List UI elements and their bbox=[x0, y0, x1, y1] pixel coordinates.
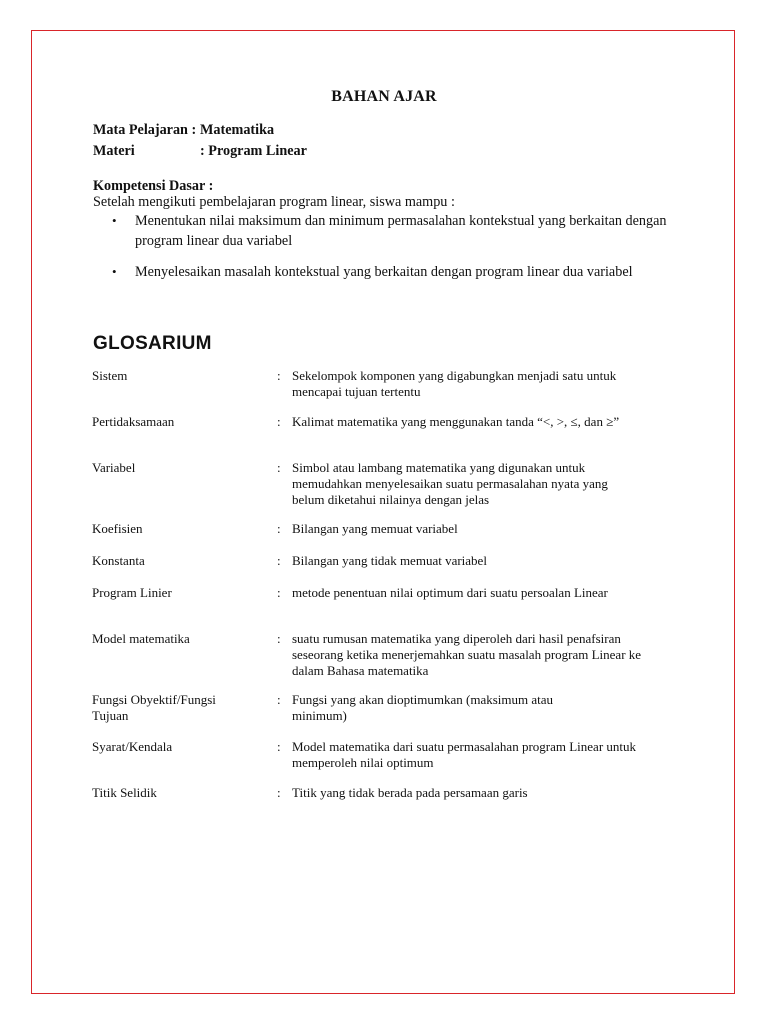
competency-item bbox=[112, 262, 677, 280]
glossary-separator: : bbox=[277, 460, 281, 475]
glossary-separator: : bbox=[277, 368, 281, 383]
competency-item bbox=[112, 211, 677, 251]
bullet-icon: • bbox=[112, 264, 117, 279]
glosarium-heading: GLOSARIUM bbox=[93, 333, 212, 354]
glossary-term: Pertidaksamaan bbox=[92, 414, 175, 429]
glossary-definition: Simbol atau lambang matematika yang digunakan untuk memudahkan menyelesaikan suatu permasalahan nyata yang belum diketahui nilainya dengan jelas bbox=[292, 460, 608, 507]
bullet-icon: • bbox=[112, 213, 117, 228]
glossary-definition: Sekelompok komponen yang digabungkan menjadi satu untuk mencapai tujuan tertentu bbox=[292, 368, 617, 399]
glossary-definition: suatu rumusan matematika yang diperoleh dari hasil penafsiran seseorang ketika menerjemahkan suatu masalah program Linear ke dalam Bahasa matematika bbox=[292, 631, 642, 678]
glossary-separator: : bbox=[277, 631, 281, 646]
page-border bbox=[31, 30, 735, 994]
competency-text: Menyelesaikan masalah kontekstual yang berkaitan dengan program linear dua variabel bbox=[135, 264, 633, 280]
glossary-definition: metode penentuan nilai optimum dari suatu persoalan Linear bbox=[292, 585, 608, 600]
glossary-separator: : bbox=[277, 739, 281, 754]
material-line bbox=[93, 143, 307, 160]
glossary-definition: Model matematika dari suatu permasalahan program Linear untuk memperoleh nilai optimum bbox=[292, 739, 637, 770]
subject-value: Matematika bbox=[200, 122, 275, 138]
glossary-term: Model matematika bbox=[92, 631, 190, 646]
subject-label: Mata Pelajaran : bbox=[93, 122, 197, 138]
glossary-term: Titik Selidik bbox=[92, 785, 157, 800]
glossary-term: Fungsi Obyektif/Fungsi Tujuan bbox=[92, 692, 216, 723]
glossary-term: Sistem bbox=[92, 368, 128, 383]
document-title: BAHAN AJAR bbox=[331, 88, 437, 105]
glossary-definition: Bilangan yang tidak memuat variabel bbox=[292, 553, 487, 568]
glossary-separator: : bbox=[277, 521, 281, 536]
glossary-term: Konstanta bbox=[92, 553, 145, 568]
competency-text: Menentukan nilai maksimum dan minimum permasalahan kontekstual yang berkaitan dengan program linear dua variabel bbox=[135, 213, 667, 249]
material-value: : Program Linear bbox=[200, 143, 307, 159]
glossary-term: Variabel bbox=[92, 460, 136, 475]
subject-line bbox=[93, 122, 274, 139]
glossary-separator: : bbox=[277, 553, 281, 568]
glossary-definition: Kalimat matematika yang menggunakan tanda “<, >, ≤, dan ≥” bbox=[292, 414, 620, 429]
glossary-term: Program Linier bbox=[92, 585, 172, 600]
glossary-definition: Fungsi yang akan dioptimumkan (maksimum atau minimum) bbox=[292, 692, 554, 723]
glossary-separator: : bbox=[277, 414, 281, 429]
glossary-separator: : bbox=[277, 585, 281, 600]
glossary-term: Koefisien bbox=[92, 521, 143, 536]
kompetensi-dasar-heading: Kompetensi Dasar : bbox=[93, 178, 214, 194]
glossary-separator: : bbox=[277, 785, 281, 800]
glossary-term: Syarat/Kendala bbox=[92, 739, 173, 754]
material-label: Materi bbox=[93, 143, 135, 159]
glossary-definition: Bilangan yang memuat variabel bbox=[292, 521, 458, 536]
glossary-definition: Titik yang tidak berada pada persamaan garis bbox=[292, 785, 528, 800]
glossary-separator: : bbox=[277, 692, 281, 707]
kompetensi-dasar-intro: Setelah mengikuti pembelajaran program linear, siswa mampu : bbox=[93, 194, 455, 210]
